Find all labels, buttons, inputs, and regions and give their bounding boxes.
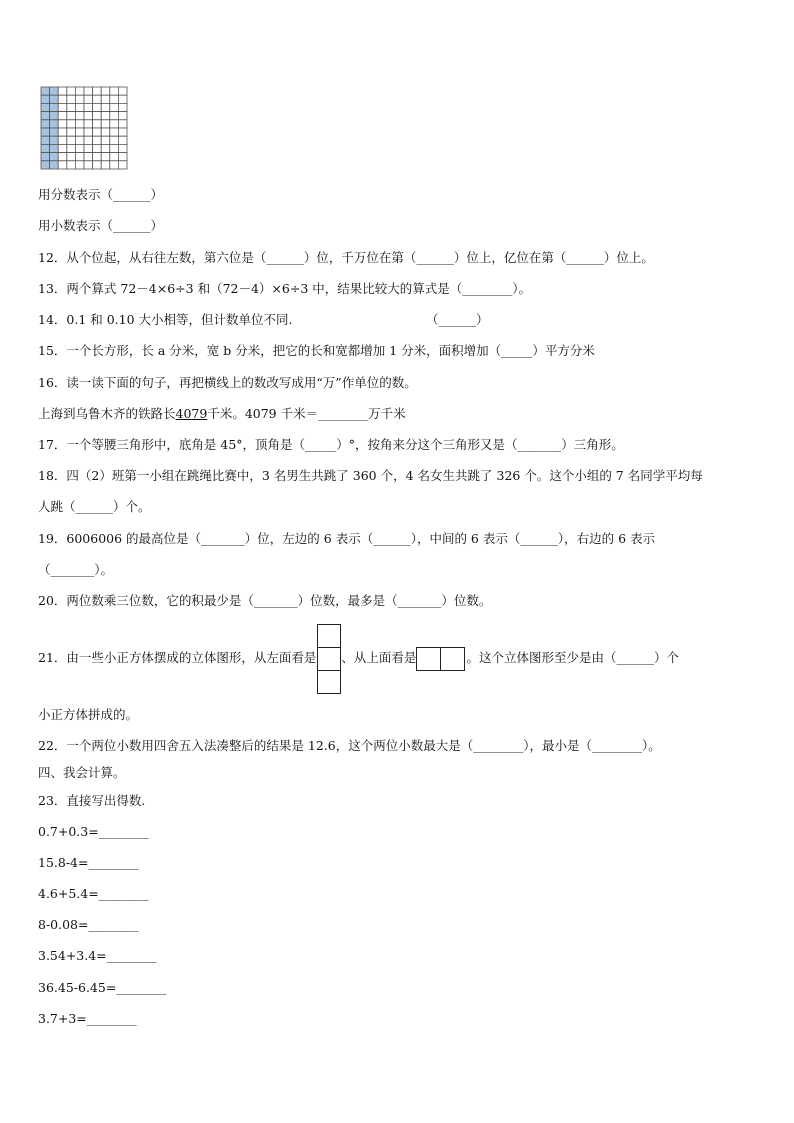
grid-cell bbox=[84, 87, 93, 95]
grid-cell-shaded bbox=[50, 153, 59, 161]
grid-cell-shaded bbox=[41, 144, 50, 152]
grid-cell-shaded bbox=[50, 103, 59, 111]
grid-cell-shaded bbox=[50, 136, 59, 144]
grid-cell bbox=[58, 87, 67, 95]
question-23: 23．直接写出得数. bbox=[38, 793, 146, 808]
top-view-figure bbox=[416, 651, 466, 667]
grid-cell bbox=[110, 153, 119, 161]
question-21 bbox=[38, 650, 679, 667]
grid-cell bbox=[67, 95, 76, 103]
grid-cell bbox=[84, 153, 93, 161]
grid-cell bbox=[118, 153, 127, 161]
grid-cell bbox=[84, 136, 93, 144]
grid-cell bbox=[67, 112, 76, 120]
grid-cell bbox=[93, 144, 102, 152]
grid-cell-shaded bbox=[41, 87, 50, 95]
question-18-cont: 人跳（______）个。 bbox=[38, 499, 151, 514]
grid-cell bbox=[58, 153, 67, 161]
question-20: 20．两位数乘三位数，它的积最少是（_______）位数，最多是（_______）位数。 bbox=[38, 593, 492, 608]
decimal-prompt: 用小数表示（______） bbox=[38, 218, 164, 233]
grid-cell bbox=[93, 112, 102, 120]
grid-cell bbox=[75, 95, 84, 103]
q16-text-pre: 上海到乌鲁木齐的铁路长 bbox=[38, 406, 176, 421]
grid-cell bbox=[67, 87, 76, 95]
grid-cell bbox=[118, 128, 127, 136]
question-14: 14．0.1 和 0.10 大小相等，但计数单位不同. bbox=[38, 312, 293, 327]
question-16: 16．读一读下面的句子，再把横线上的数改写成用“万”作单位的数。 bbox=[38, 375, 417, 390]
grid-cell bbox=[93, 120, 102, 128]
grid-cell bbox=[93, 161, 102, 169]
grid-cell bbox=[110, 95, 119, 103]
grid-cell bbox=[93, 128, 102, 136]
grid-cell bbox=[75, 120, 84, 128]
hundred-grid-figure bbox=[40, 86, 128, 170]
grid-cell bbox=[75, 136, 84, 144]
grid-cell-shaded bbox=[41, 136, 50, 144]
grid-cell bbox=[67, 153, 76, 161]
grid-cell bbox=[84, 120, 93, 128]
question-15: 15．一个长方形，长 a 分米，宽 b 分米，把它的长和宽都增加 1 分米，面积增加（_____）平方分米 bbox=[38, 343, 595, 358]
grid-cell-shaded bbox=[50, 128, 59, 136]
question-19-cont: （_______）。 bbox=[38, 562, 114, 577]
left-view-figure bbox=[316, 651, 341, 667]
grid-cell bbox=[93, 136, 102, 144]
grid-cell bbox=[75, 103, 84, 111]
grid-cell bbox=[118, 103, 127, 111]
grid-cell bbox=[101, 95, 110, 103]
grid-cell bbox=[84, 128, 93, 136]
question-22: 22．一个两位小数用四舍五入法凑整后的结果是 12.6，这个两位小数最大是（________），最小是（________）。 bbox=[38, 738, 661, 753]
grid-cell bbox=[110, 112, 119, 120]
grid-cell-shaded bbox=[50, 144, 59, 152]
grid-cell bbox=[75, 161, 84, 169]
grid-cell bbox=[75, 153, 84, 161]
grid-cell bbox=[110, 136, 119, 144]
grid-cell bbox=[58, 103, 67, 111]
question-19: 19．6006006 的最高位是（_______）位，左边的 6 表示（______），中间的 6 表示（______），右边的 6 表示 bbox=[38, 531, 655, 546]
question-13: 13．两个算式 72－4×6÷3 和（72－4）×6÷3 中，结果比较大的算式是（________）。 bbox=[38, 281, 532, 296]
grid-cell bbox=[84, 144, 93, 152]
grid-cell bbox=[84, 161, 93, 169]
grid-cell bbox=[58, 120, 67, 128]
grid-cell-shaded bbox=[41, 120, 50, 128]
grid-cell bbox=[110, 128, 119, 136]
grid-cell bbox=[101, 144, 110, 152]
grid-cell bbox=[101, 153, 110, 161]
q16-underlined-number: 4079 bbox=[175, 406, 208, 421]
grid-cell bbox=[84, 112, 93, 120]
grid-cell bbox=[67, 128, 76, 136]
grid-cell bbox=[110, 120, 119, 128]
grid-cell bbox=[101, 87, 110, 95]
calc-5: 3.54+3.4=________ bbox=[38, 948, 157, 963]
calc-6: 36.45-6.45=________ bbox=[38, 980, 167, 995]
grid-cell bbox=[118, 144, 127, 152]
grid-cell bbox=[110, 144, 119, 152]
grid-cell bbox=[110, 103, 119, 111]
grid-cell bbox=[101, 161, 110, 169]
grid-cell-shaded bbox=[41, 128, 50, 136]
grid-cell bbox=[101, 103, 110, 111]
grid-cell bbox=[101, 120, 110, 128]
grid-cell bbox=[58, 128, 67, 136]
grid-cell bbox=[58, 161, 67, 169]
grid-cell bbox=[118, 120, 127, 128]
grid-cell bbox=[93, 95, 102, 103]
q16-text-post: 千米。4079 千米＝________万千米 bbox=[207, 406, 406, 421]
grid-cell bbox=[75, 87, 84, 95]
calc-3: 4.6+5.4=________ bbox=[38, 886, 149, 901]
grid-cell bbox=[93, 103, 102, 111]
grid-cell bbox=[75, 112, 84, 120]
q21-text-mid: 、从上面看是 bbox=[341, 650, 417, 665]
question-18: 18．四（2）班第一小组在跳绳比赛中，3 名男生共跳了 360 个，4 名女生共跳了 326 个。这个小组的 7 名同学平均每 bbox=[38, 468, 703, 483]
question-14-answer: （______） bbox=[426, 312, 489, 327]
grid-cell bbox=[84, 95, 93, 103]
grid-cell bbox=[118, 95, 127, 103]
grid-cell-shaded bbox=[50, 161, 59, 169]
section-4-heading: 四、我会计算。 bbox=[38, 765, 126, 780]
grid-cell-shaded bbox=[41, 112, 50, 120]
grid-cell bbox=[101, 112, 110, 120]
grid-cell-shaded bbox=[50, 120, 59, 128]
grid-cell-shaded bbox=[50, 112, 59, 120]
calc-7: 3.7+3=________ bbox=[38, 1011, 137, 1026]
calc-4: 8-0.08=________ bbox=[38, 917, 139, 932]
grid-cell bbox=[75, 128, 84, 136]
calc-1: 0.7+0.3=________ bbox=[38, 824, 149, 839]
grid-cell-shaded bbox=[41, 153, 50, 161]
grid-cell bbox=[118, 87, 127, 95]
grid-cell bbox=[58, 112, 67, 120]
q21-text-pre: 21．由一些小正方体摆成的立体图形，从左面看是 bbox=[38, 650, 317, 665]
grid-cell bbox=[93, 87, 102, 95]
fraction-prompt: 用分数表示（______） bbox=[38, 187, 164, 202]
question-17: 17．一个等腰三角形中，底角是 45°，顶角是（_____）°，按角来分这个三角形又是（_______）三角形。 bbox=[38, 437, 624, 452]
grid-cell bbox=[101, 128, 110, 136]
grid-cell-shaded bbox=[41, 95, 50, 103]
grid-cell bbox=[67, 120, 76, 128]
grid-cell bbox=[118, 112, 127, 120]
grid-cell bbox=[58, 136, 67, 144]
grid-cell bbox=[110, 161, 119, 169]
grid-cell bbox=[118, 136, 127, 144]
grid-cell bbox=[84, 103, 93, 111]
grid-cell bbox=[110, 87, 119, 95]
grid-cell bbox=[67, 103, 76, 111]
grid-cell bbox=[93, 153, 102, 161]
grid-cell bbox=[75, 144, 84, 152]
grid-cell-shaded bbox=[41, 103, 50, 111]
grid-cell-shaded bbox=[50, 87, 59, 95]
question-12: 12．从个位起，从右往左数，第六位是（______）位，千万位在第（______）位上，亿位在第（______）位上。 bbox=[38, 250, 654, 265]
grid-cell bbox=[67, 136, 76, 144]
grid-cell-shaded bbox=[41, 161, 50, 169]
calc-2: 15.8-4=________ bbox=[38, 855, 139, 870]
grid-cell bbox=[118, 161, 127, 169]
grid-cell bbox=[58, 95, 67, 103]
grid-cell bbox=[67, 144, 76, 152]
grid-cell-shaded bbox=[50, 95, 59, 103]
grid-cell bbox=[67, 161, 76, 169]
grid-cell bbox=[58, 144, 67, 152]
q21-text-post: 。这个立体图形至少是由（______）个 bbox=[466, 650, 679, 665]
question-21-cont: 小正方体拼成的。 bbox=[38, 707, 139, 722]
grid-cell bbox=[101, 136, 110, 144]
question-16-sentence bbox=[38, 406, 406, 422]
